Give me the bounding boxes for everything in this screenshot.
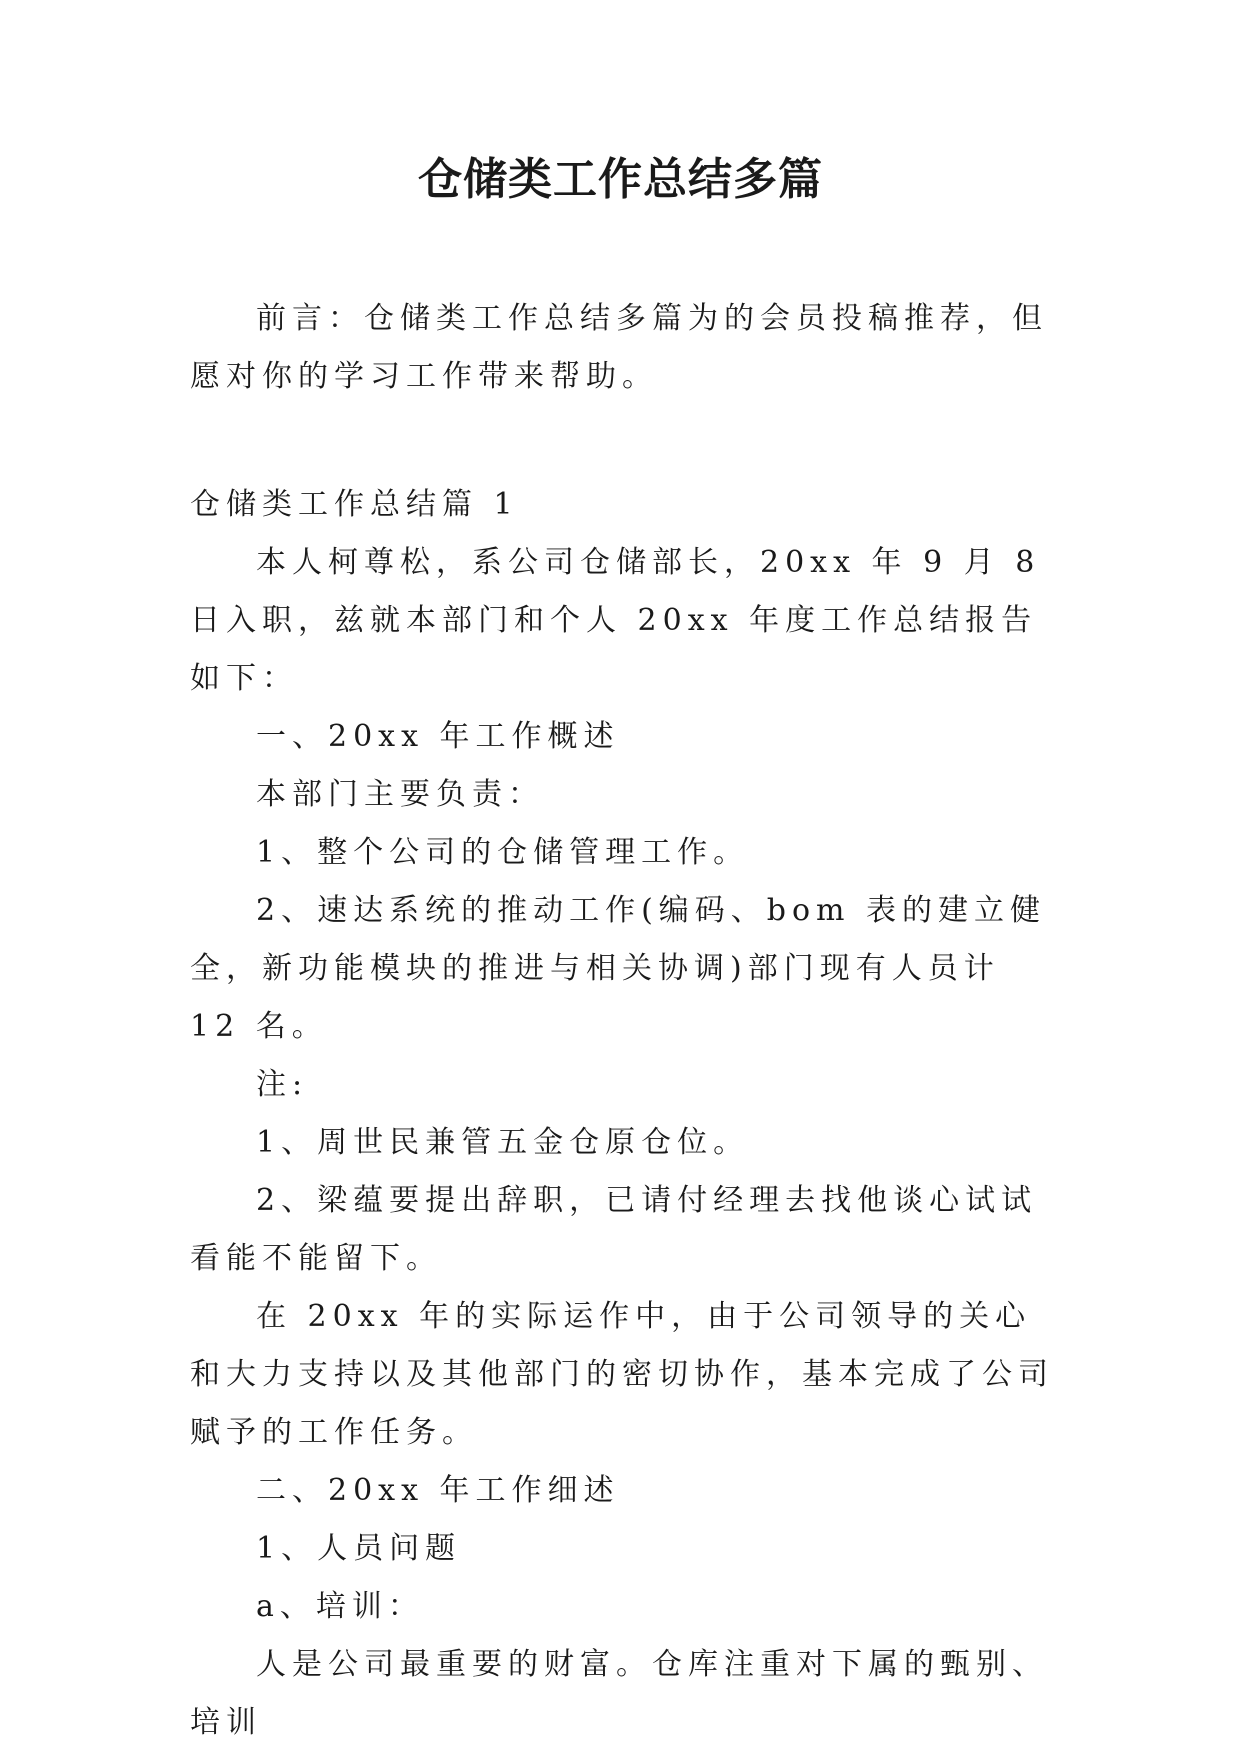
list-item: 2、速达系统的推动工作(编码、bom 表的建立健全，新功能模块的推进与相关协调)部门现有人员计 12 名。 — [190, 893, 1047, 1044]
paragraph: 人是公司最重要的财富。仓库注重对下属的甄别、培训 — [190, 1647, 1048, 1740]
section-title: 仓储类工作总结篇 1 — [190, 487, 519, 522]
note-label: 注: — [256, 1067, 309, 1102]
list-item: 2、梁蕴要提出辞职，已请付经理去找他谈心试试看能不能留下。 — [190, 1183, 1038, 1276]
document-body — [190, 290, 1060, 1752]
heading-overview: 一、20xx 年工作概述 — [256, 719, 620, 754]
list-item: 1、周世民兼管五金仓原仓位。 — [256, 1125, 750, 1160]
list-item: 1、整个公司的仓储管理工作。 — [256, 835, 750, 870]
paragraph: 本人柯尊松，系公司仓储部长，20xx 年 9 月 8 日入职，兹就本部门和个人 20xx 年度工作总结报告如下： — [190, 545, 1041, 696]
heading-details: 二、20xx 年工作细述 — [256, 1473, 620, 1508]
sub-item: a、培训： — [256, 1589, 424, 1624]
preface-paragraph: 前言：仓储类工作总结多篇为的会员投稿推荐，但愿对你的学习工作带来帮助。 — [190, 301, 1048, 394]
list-item: 1、人员问题 — [256, 1531, 462, 1566]
document-title: 仓储类工作总结多篇 — [418, 154, 823, 205]
paragraph: 在 20xx 年的实际运作中，由于公司领导的关心和大力支持以及其他部门的密切协作，基本完成了公司赋予的工作任务。 — [190, 1299, 1054, 1450]
paragraph: 本部门主要负责： — [256, 777, 544, 812]
